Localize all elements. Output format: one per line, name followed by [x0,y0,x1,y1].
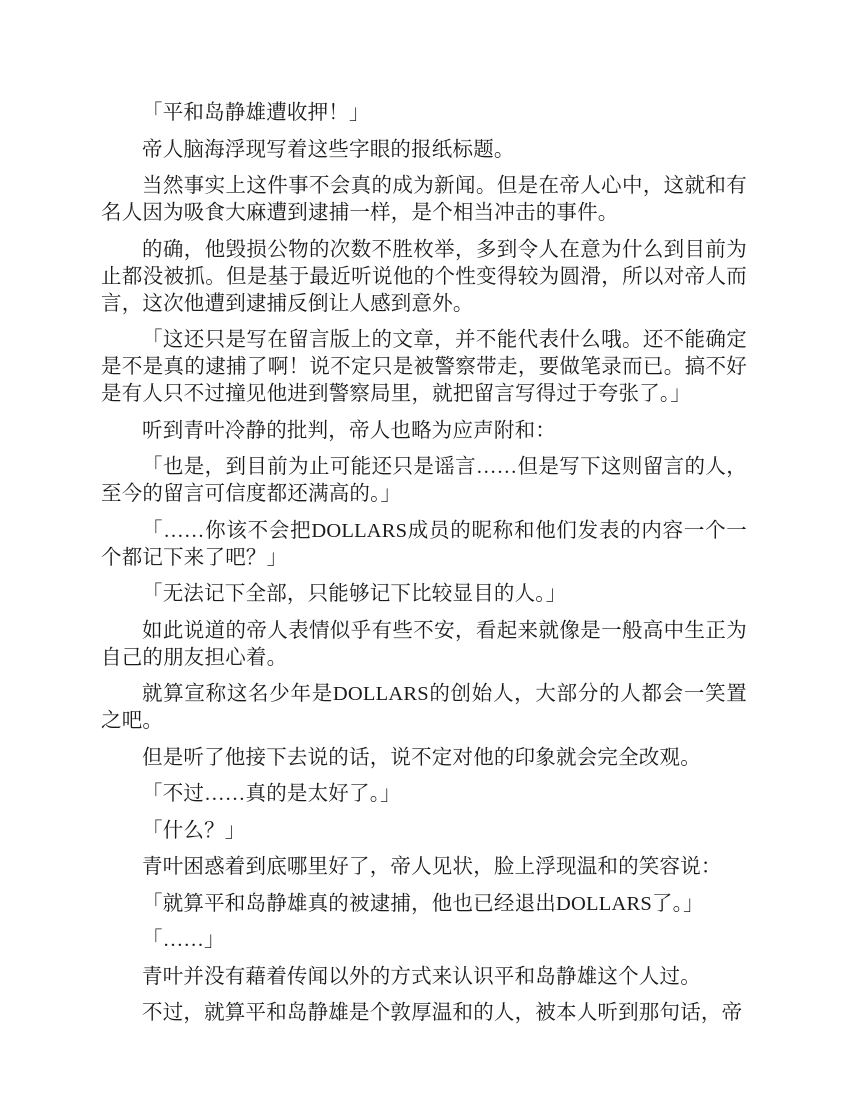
paragraph: 「无法记下全部，只能够记下比较显目的人。」 [142,583,567,605]
paragraph: 听到青叶冷静的批判，帝人也略为应声附和： [142,419,556,442]
paragraph: 「什么？」 [142,819,246,842]
paragraph: 「这还只是写在留言版上的文章，并不能代表什么哦。还不能确定是不是真的逮捕了啊！说不定只是被警察带走，要做笔录而已。搞不好是有人只不过撞见他进到警察局里，就把留言写得过于夸张了。」 [101,329,747,405]
paragraph: 「就算平和岛静雄真的被逮捕，他也已经退出DOLLARS了。」 [142,892,704,915]
paragraph: 「……你该不会把DOLLARS成员的昵称和他们发表的内容一个一个都记下来了吧？」 [101,519,747,569]
paragraph: 帝人脑海浮现写着这些字眼的报纸标题。 [142,138,515,161]
paragraph: 「……」 [142,929,225,951]
paragraph: 的确，他毁损公物的次数不胜枚举，多到令人在意为什么到目前为止都没被抓。但是基于最近听说他的个性变得较为圆滑，所以对帝人而言，这次他遭到逮捕反倒让人感到意外。 [101,238,747,315]
paragraph: 「也是，到目前为止可能还只是谣言……但是写下这则留言的人，至今的留言可信度都还满高的。」 [101,456,747,505]
document-page [101,100,747,1037]
paragraph: 不过，就算平和岛静雄是个敦厚温和的人，被本人听到那句话，帝 [142,1002,743,1024]
paragraph: 但是听了他接下去说的话，说不定对他的印象就会完全改观。 [142,746,701,769]
paragraph: 青叶困惑着到底哪里好了，帝人见状，脸上浮现温和的笑容说： [142,856,722,878]
paragraph: 青叶并没有藉着传闻以外的方式来认识平和岛静雄这个人过。 [142,965,701,988]
paragraph: 「平和岛静雄遭收押！」 [142,102,370,124]
paragraph: 当然事实上这件事不会真的成为新闻。但是在帝人心中，这就和有名人因为吸食大麻遭到逮捕一样，是个相当冲击的事件。 [101,175,747,224]
paragraph: 「不过……真的是太好了。」 [142,783,401,805]
paragraph: 就算宣称这名少年是DOLLARS的创始人，大部分的人都会一笑置之吧。 [101,683,747,732]
paragraph: 如此说道的帝人表情似乎有些不安，看起来就像是一般高中生正为自己的朋友担心着。 [101,619,747,669]
